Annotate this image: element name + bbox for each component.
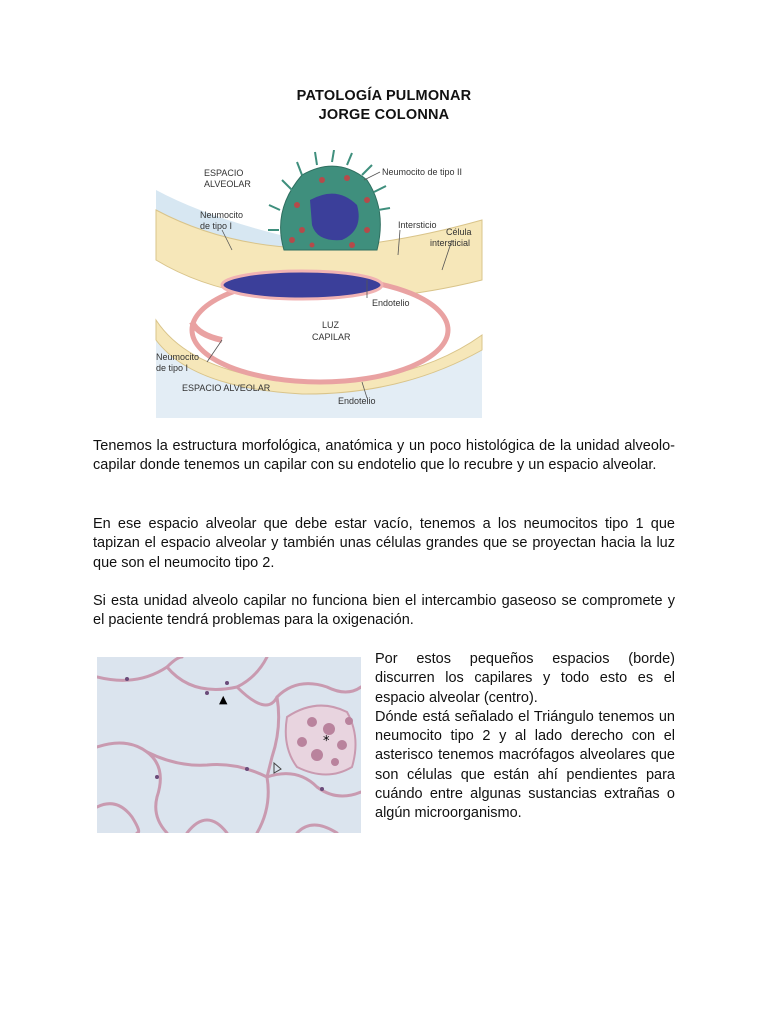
lung-histology-image (97, 657, 361, 833)
label-espacio-alveolar-bottom: ESPACIO ALVEOLAR (182, 383, 271, 393)
label-celula-intersticial-2: intersticial (430, 238, 471, 248)
side-text-part2: Dónde está señalado el Triángulo tenemos un neumocito tipo 2 y al lado derecho con el asterisco tenemos macrófagos alveolares que son células que están ahí pendientes para cuándo entre algunas sustancias extrañas o algún microorganismo. (375, 708, 675, 822)
document-title: PATOLOGÍA PULMONAR (296, 88, 472, 104)
label-neumocito-tipo1-top-2: de tipo I (200, 221, 233, 231)
alveolo-capillary-diagram (152, 150, 492, 418)
side-text (375, 650, 675, 824)
macrophage-cluster (286, 706, 356, 775)
triangle-marker: ▲ (219, 693, 228, 706)
label-luz-capilar-2: CAPILAR (312, 332, 351, 342)
label-neumocito-tipo1-bottom-2: de tipo I (156, 363, 189, 373)
asterisk-marker: * (323, 734, 330, 749)
label-celula-intersticial: Célula (446, 227, 472, 237)
paragraph-3: Si esta unidad alveolo capilar no funciona bien el intercambio gaseoso se compromete y el paciente tendrá problemas para la oxigenación. (93, 593, 675, 629)
label-espacio-alveolar-top-2: ALVEOLAR (204, 179, 251, 189)
label-endotelio-bottom: Endotelio (338, 396, 376, 406)
label-neumocito-tipo2: Neumocito de tipo II (382, 167, 463, 177)
label-neumocito-tipo1-bottom: Neumocito (156, 352, 200, 362)
side-text-part1: Por estos pequeños espacios (borde) discurren los capilares y todo esto es el espacio alveolar (centro). (375, 651, 675, 706)
paragraph-1: Tenemos la estructura morfológica, anatómica y un poco histológica de la unidad alveolo-capilar donde tenemos un capilar con su endotelio que lo recubre y un espacio alveolar. (93, 438, 675, 474)
label-espacio-alveolar-top: ESPACIO (204, 168, 244, 178)
label-neumocito-tipo1-top: Neumocito (200, 210, 244, 220)
document-author: JORGE COLONNA (318, 107, 450, 123)
label-intersticio: Intersticio (398, 220, 437, 230)
label-luz-capilar: LUZ (322, 320, 340, 330)
paragraph-2: En ese espacio alveolar que debe estar vacío, tenemos a los neumocitos tipo 1 que tapizan el espacio alveolar y también unas células grandes que se proyectan hacia la luz que son el neumocito tipo 2. (93, 516, 675, 571)
label-endotelio-top: Endotelio (372, 298, 410, 308)
